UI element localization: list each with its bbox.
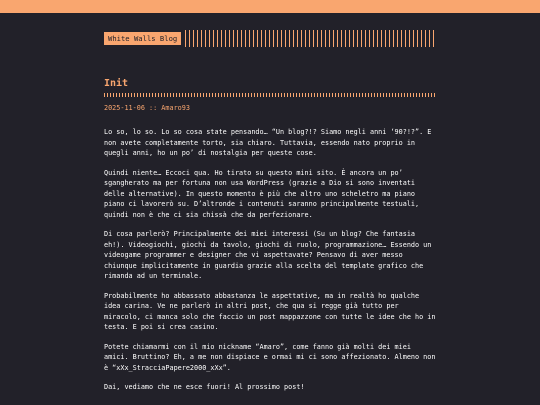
- title-divider: [104, 93, 436, 97]
- post-paragraph: Quindi niente… Eccoci qua. Ho tirato su questo mini sito. È ancora un po’ sgangherato ma per fortuna non usa WordPress (grazie a Dio si sono inventati delle alternative). In questo momento è più che altro uno scheletro ma piano piano ci lavorerò su. D’altronde i contenuti saranno principalmente testuali, quindi non è che ci sia chissà che da perfezionare.: [104, 168, 420, 219]
- post-paragraph: Di cosa parlerò? Principalmente dei miei interessi (Su un blog? Che fantasia eh!). Videogiochi, giochi da tavolo, giochi di ruolo, programmazione… Essendo un videogame programmer e designer che vi aspettavate? Pensavo di aver messo chiunque implicitamente in guardia grazie alla scelta del template grafico che rimanda ad un terminale.: [104, 230, 432, 280]
- post-paragraph: Potete chiamarmi con il mio nickname “Amaro”, come fanno già molti dei miei amici. Bruttino? Eh, a me non dispiace e ormai mi ci sono affezionato. Almeno non è “xXx_StracciaPapere2000_xXx”.: [104, 342, 436, 372]
- post-title: Init: [104, 78, 129, 89]
- header-decorative-bars: [185, 30, 436, 47]
- site-header: [104, 30, 436, 47]
- site-logo[interactable]: White Walls Blog: [104, 32, 181, 45]
- post-paragraph: Probabilmente ho abbassato abbastanza le aspettative, ma in realtà ho qualche idea carina. Ve ne parlerò in altri post, che qua si regge già tutto per miracolo, ci manca solo che faccio un post mappazzone con tutte le idee che ho in testa. E poi si crea casino.: [104, 291, 436, 331]
- post-paragraph: Dai, vediamo che ne esce fuori! Al prossimo post!: [104, 383, 305, 391]
- post-paragraph: Lo so, lo so. Lo so cosa state pensando… “Un blog?!? Siamo negli anni ‘90?!?”. E non avete completamente torto, sia chiaro. Tuttavia, essendo nato proprio in quegli anni, ho un po’ di nostalgia per queste cose.: [104, 128, 432, 157]
- top-accent-bar: [0, 0, 540, 13]
- post-meta: 2025-11-06 :: Amaro93: [104, 104, 190, 112]
- post-content: [104, 127, 438, 402]
